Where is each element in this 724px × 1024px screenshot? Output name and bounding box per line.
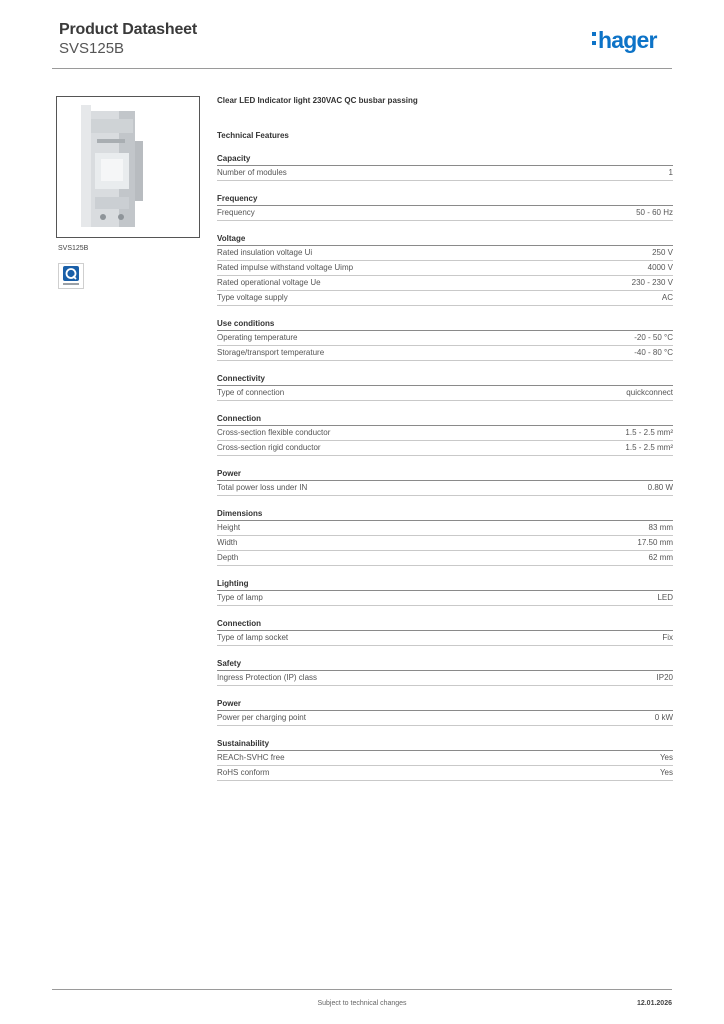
spec-value: 1	[668, 168, 673, 177]
spec-row	[217, 346, 673, 361]
spec-row	[217, 671, 673, 686]
section-title: Safety	[217, 657, 673, 671]
section-title: Power	[217, 467, 673, 481]
spec-label: Total power loss under IN	[217, 483, 308, 492]
spec-value: 250 V	[652, 248, 673, 257]
spec-row	[217, 711, 673, 726]
spec-label: Number of modules	[217, 168, 287, 177]
spec-value: IP20	[656, 673, 673, 682]
section-title: Voltage	[217, 232, 673, 246]
footer-date: 12.01.2026	[636, 1000, 672, 1007]
section-title: Capacity	[217, 152, 673, 166]
spec-section	[217, 467, 673, 496]
spec-label: Cross-section flexible conductor	[217, 428, 331, 437]
spec-row	[217, 766, 673, 781]
spec-value: quickconnect	[626, 388, 673, 397]
spec-row	[217, 751, 673, 766]
spec-label: Power per charging point	[217, 713, 306, 722]
spec-section	[217, 617, 673, 646]
spec-row	[217, 261, 673, 276]
logo-text: hager	[598, 27, 657, 53]
spec-value: Yes	[659, 768, 673, 777]
header-divider	[52, 68, 672, 69]
spec-section	[217, 232, 673, 306]
spec-value: 1.5 - 2.5 mm²	[625, 443, 673, 452]
spec-row	[217, 166, 673, 181]
spec-value: -20 - 50 °C	[634, 333, 673, 342]
footer-note: Subject to technical changes	[317, 1000, 407, 1007]
spec-row	[217, 206, 673, 221]
spec-label: Height	[217, 523, 241, 532]
spec-label: Rated impulse withstand voltage Uimp	[217, 263, 354, 272]
section-title: Use conditions	[217, 317, 673, 331]
spec-label: Depth	[217, 553, 239, 562]
spec-row	[217, 246, 673, 261]
product-code-heading: SVS125B	[59, 40, 125, 57]
spec-row	[217, 441, 673, 456]
spec-label: Rated insulation voltage Ui	[217, 248, 313, 257]
spec-row	[217, 521, 673, 536]
spec-label: Type of connection	[217, 388, 285, 397]
spec-label: Type of lamp	[217, 593, 263, 602]
section-title: Connection	[217, 617, 673, 631]
spec-label: Frequency	[217, 208, 255, 217]
spec-value: 0 kW	[654, 713, 673, 722]
spec-label: Type voltage supply	[217, 293, 288, 302]
spec-label: Ingress Protection (IP) class	[217, 673, 318, 682]
spec-content	[217, 92, 673, 792]
section-title: Power	[217, 697, 673, 711]
spec-label: RoHS conform	[217, 768, 270, 777]
spec-section	[217, 317, 673, 361]
product-code-label: SVS125B	[58, 245, 89, 252]
spec-value: Fix	[662, 633, 673, 642]
product-description: Clear LED Indicator light 230VAC QC busbar passing	[217, 96, 418, 105]
spec-row	[217, 481, 673, 496]
spec-row	[217, 426, 673, 441]
spec-label: Width	[217, 538, 238, 547]
spec-section	[217, 577, 673, 606]
spec-value: Yes	[659, 753, 673, 762]
spec-section	[217, 657, 673, 686]
spec-value: 230 - 230 V	[631, 278, 673, 287]
spec-row	[217, 276, 673, 291]
spec-label: Cross-section rigid conductor	[217, 443, 321, 452]
spec-value: AC	[661, 293, 673, 302]
spec-section	[217, 737, 673, 781]
spec-label: REACh-SVHC free	[217, 753, 285, 762]
spec-section	[217, 192, 673, 221]
spec-row	[217, 631, 673, 646]
spec-row	[217, 386, 673, 401]
spec-section	[217, 412, 673, 456]
technical-features-heading: Technical Features	[217, 131, 289, 140]
quickconnect-q-badge-icon	[58, 263, 84, 289]
spec-row	[217, 551, 673, 566]
spec-label: Rated operational voltage Ue	[217, 278, 321, 287]
spec-label: Operating temperature	[217, 333, 298, 342]
spec-value: LED	[657, 593, 673, 602]
section-title: Lighting	[217, 577, 673, 591]
spec-value: 83 mm	[648, 523, 673, 532]
logo-dots-icon	[592, 32, 596, 45]
spec-sections	[217, 152, 673, 781]
page-title: Product Datasheet	[59, 21, 197, 38]
spec-value: -40 - 80 °C	[634, 348, 673, 357]
section-title: Dimensions	[217, 507, 673, 521]
spec-value: 4000 V	[647, 263, 673, 272]
spec-value: 1.5 - 2.5 mm²	[625, 428, 673, 437]
section-title: Sustainability	[217, 737, 673, 751]
section-title: Frequency	[217, 192, 673, 206]
section-title: Connectivity	[217, 372, 673, 386]
spec-label: Storage/transport temperature	[217, 348, 325, 357]
spec-row	[217, 331, 673, 346]
product-image-frame	[56, 96, 200, 238]
section-title: Connection	[217, 412, 673, 426]
spec-section	[217, 697, 673, 726]
spec-value: 50 - 60 Hz	[636, 208, 673, 217]
footer-divider	[52, 989, 672, 990]
din-rail-module-image	[63, 101, 193, 233]
spec-section	[217, 372, 673, 401]
spec-value: 62 mm	[648, 553, 673, 562]
spec-label: Type of lamp socket	[217, 633, 289, 642]
spec-row	[217, 536, 673, 551]
spec-row	[217, 291, 673, 306]
spec-section	[217, 507, 673, 566]
spec-section	[217, 152, 673, 181]
spec-value: 17.50 mm	[637, 538, 673, 547]
spec-value: 0.80 W	[647, 483, 673, 492]
spec-row	[217, 591, 673, 606]
hager-logo	[592, 26, 657, 58]
